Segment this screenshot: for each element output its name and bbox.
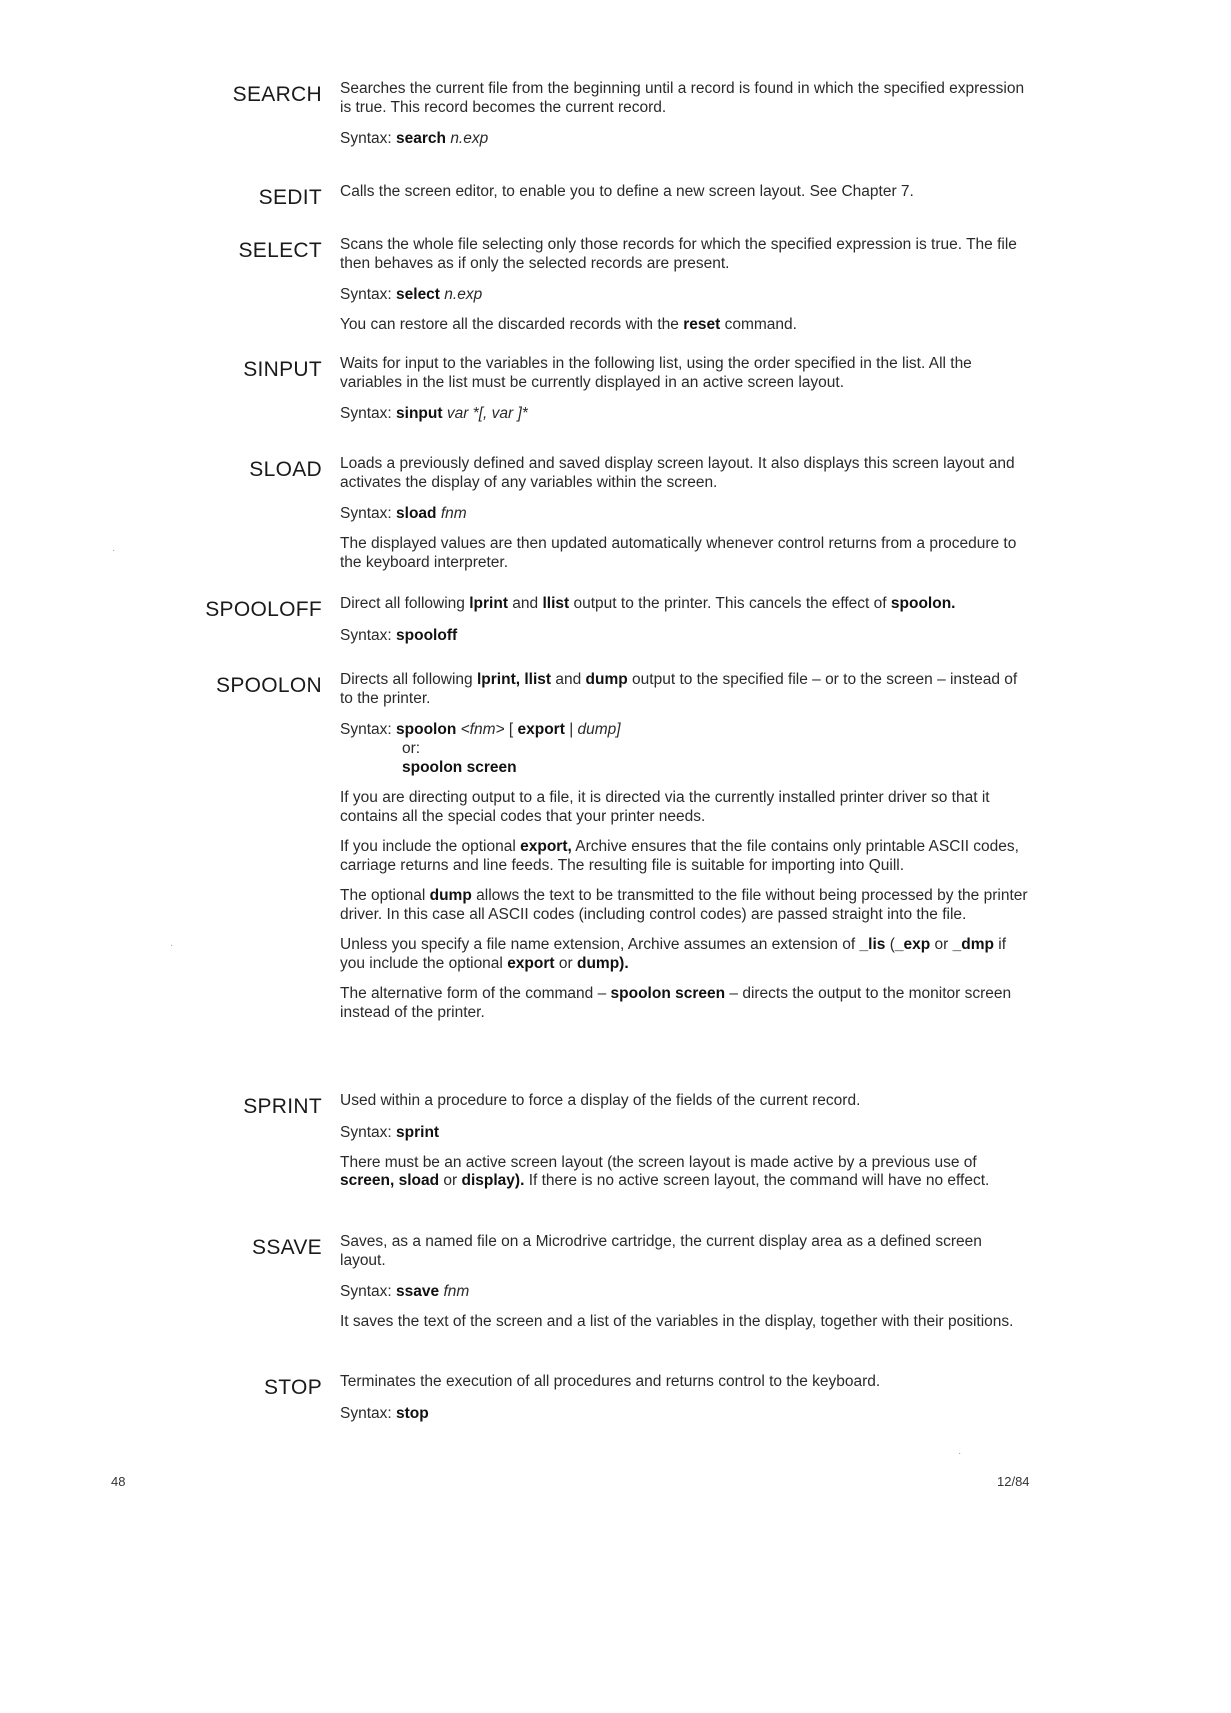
- note-keyword: dump: [429, 887, 472, 904]
- syntax-line: [340, 285, 1030, 304]
- syntax-keyword: ssave: [396, 1283, 440, 1300]
- syntax-or: or:: [402, 740, 421, 757]
- description: Saves, as a named file on a Microdrive cartridge, the current display area as a defined screen layout.: [340, 1233, 982, 1269]
- syntax-argument: dump]: [577, 721, 621, 738]
- syntax-line: [340, 1123, 1030, 1142]
- description: Calls the screen editor, to enable you to define a new screen layout. See Chapter 7.: [340, 183, 914, 200]
- note-text: or: [934, 936, 949, 953]
- note-keyword: _exp: [894, 936, 931, 953]
- description: [340, 595, 1030, 614]
- note-text: If there is no active screen layout, the command will have no effect.: [528, 1172, 990, 1189]
- note: [340, 838, 1030, 875]
- syntax-line: [340, 720, 1030, 739]
- syntax-label: Syntax:: [340, 721, 392, 738]
- syntax-alternative: spoolon screen: [402, 759, 517, 776]
- description: Searches the current file from the beginning until a record is found in which the specified expression is true. This record becomes the current record.: [340, 80, 1025, 116]
- note-text: (: [889, 936, 895, 953]
- note-text: The alternative form of the command –: [340, 985, 607, 1002]
- syntax-keyword: spoolon: [396, 721, 457, 738]
- syntax-label: Syntax:: [340, 286, 392, 303]
- description-text: and: [512, 595, 539, 612]
- note-text: command.: [724, 316, 797, 333]
- syntax-label: Syntax:: [340, 1404, 392, 1422]
- syntax-line: [340, 404, 1030, 423]
- description-text: Direct all following: [340, 595, 465, 612]
- page-number: 48: [111, 1474, 126, 1489]
- syntax-argument: <fnm>: [460, 721, 505, 738]
- syntax-keyword: spooloff: [396, 626, 458, 644]
- entry-body: [340, 183, 1030, 214]
- syntax-argument: fnm: [443, 1283, 470, 1300]
- syntax-block: [340, 720, 1030, 777]
- entry-body: [340, 1373, 1030, 1435]
- description: Scans the whole file selecting only those records for which the specified expression is true. The file then behaves as if only the selected records are present.: [340, 236, 1017, 272]
- keyword: lprint, llist: [476, 671, 552, 688]
- note-keyword: screen, sload: [340, 1172, 440, 1189]
- syntax-line: [340, 626, 1030, 645]
- syntax-line: [340, 1404, 1030, 1423]
- note-text: The optional: [340, 887, 426, 904]
- entry-term: SEARCH: [232, 83, 322, 106]
- scan-speck: ·: [958, 1448, 962, 1459]
- syntax-keyword: sload: [396, 505, 437, 522]
- note: [340, 316, 1030, 335]
- syntax-argument: var *[, var ]*: [446, 405, 528, 422]
- note-keyword: export: [507, 954, 555, 972]
- syntax-label: Syntax:: [340, 1123, 392, 1141]
- syntax-label: Syntax:: [340, 405, 392, 422]
- syntax-line: [340, 504, 1030, 523]
- entry-body: [340, 1092, 1030, 1203]
- entry-body: [340, 671, 1030, 1034]
- syntax-keyword: sprint: [396, 1123, 440, 1141]
- scan-speck: ·: [112, 545, 116, 556]
- note: If you are directing output to a file, it is directed via the currently installed printer driver so that it contains all the special codes that your printer needs.: [340, 789, 990, 825]
- syntax-keyword: export: [517, 721, 565, 738]
- note: The displayed values are then updated automatically whenever control returns from a procedure to the keyboard interpreter.: [340, 535, 1017, 571]
- note-text: or: [443, 1172, 458, 1189]
- syntax-label: Syntax:: [340, 130, 392, 147]
- note-text: You can restore all the discarded records with the: [340, 316, 679, 333]
- note: [340, 887, 1030, 924]
- syntax-line: [340, 1282, 1030, 1301]
- syntax-argument: n.exp: [450, 130, 489, 147]
- description-text: output to the printer. This cancels the effect of: [573, 595, 887, 612]
- note-keyword: _lis: [859, 936, 886, 953]
- entry-term: SLOAD: [249, 458, 322, 481]
- entry-term: SSAVE: [252, 1236, 322, 1259]
- note-keyword: _dmp: [952, 936, 994, 953]
- note-keyword: reset: [683, 316, 721, 333]
- syntax-label: Syntax:: [340, 505, 392, 522]
- page-date: 12/84: [997, 1474, 1030, 1489]
- note-keyword: spoolon screen: [610, 985, 726, 1002]
- entry-term: SEDIT: [258, 186, 322, 209]
- entry-body: [340, 455, 1030, 584]
- syntax-line: [340, 129, 1030, 148]
- syntax-separator: |: [569, 721, 574, 738]
- note-text: allows the text to be transmitted to the file without being processed by the printer driver. In this case all ASCII codes (including control codes) are passed straight into the file.: [340, 887, 1028, 923]
- description: Waits for input to the variables in the following list, using the order specified in the list. All the variables in the list must be currently displayed in an active screen layout.: [340, 355, 972, 391]
- entry-body: [340, 595, 1030, 657]
- syntax-keyword: sinput: [396, 405, 443, 422]
- entry-body: [340, 80, 1030, 160]
- entry-term: SELECT: [238, 239, 322, 262]
- entry-term: SPOOLON: [216, 674, 322, 697]
- note: [340, 985, 1030, 1022]
- entry-body: [340, 1233, 1030, 1344]
- description: [340, 671, 1030, 708]
- syntax-argument: fnm: [440, 505, 467, 522]
- note-text: If you include the optional: [340, 838, 516, 855]
- note-text: Unless you specify a file name extension, Archive assumes an extension of: [340, 936, 856, 953]
- syntax-label: Syntax:: [340, 1283, 392, 1300]
- description: Loads a previously defined and saved display screen layout. It also displays this screen layout and activates the display of any variables within the screen.: [340, 455, 1015, 491]
- description-text: output to the specified file – or to the screen – instead of to the printer.: [340, 671, 1018, 707]
- entry-term: SPRINT: [243, 1095, 322, 1118]
- description-text: and: [555, 671, 582, 688]
- note-keyword: export,: [520, 838, 572, 855]
- note-text: There must be an active screen layout (the screen layout is made active by a previous use of: [340, 1153, 977, 1171]
- note-text: if you include the optional: [340, 936, 1007, 972]
- syntax-keyword: stop: [396, 1404, 429, 1422]
- syntax-label: Syntax:: [340, 626, 392, 644]
- note-keyword: dump).: [576, 954, 629, 972]
- description-text: Directs all following: [340, 671, 473, 688]
- syntax-keyword: select: [396, 286, 440, 303]
- keyword: spoolon.: [890, 595, 956, 612]
- keyword: llist: [542, 595, 570, 612]
- description: Terminates the execution of all procedures and returns control to the keyboard.: [340, 1373, 881, 1390]
- entry-term: SINPUT: [243, 358, 322, 381]
- note-text: Archive ensures that the file contains only printable ASCII codes, carriage returns and line feeds. The resulting file is suitable for importing into Quill.: [340, 838, 1019, 874]
- syntax-bracket: [: [508, 721, 514, 738]
- syntax-argument: n.exp: [444, 286, 483, 303]
- keyword: lprint: [469, 595, 508, 612]
- note-text: – directs the output to the monitor screen instead of the printer.: [340, 985, 1012, 1021]
- entry-term: SPOOLOFF: [205, 598, 322, 621]
- note: [340, 936, 1030, 973]
- syntax-keyword: search: [396, 130, 446, 147]
- scan-speck: ·: [170, 940, 174, 951]
- note: [340, 1154, 1030, 1191]
- keyword: dump: [585, 671, 628, 688]
- entry-term: STOP: [264, 1376, 322, 1399]
- entry-body: [340, 236, 1030, 347]
- note-text: or: [558, 954, 573, 972]
- entry-body: [340, 355, 1030, 435]
- description: Used within a procedure to force a display of the fields of the current record.: [340, 1092, 861, 1109]
- note-keyword: display).: [461, 1172, 525, 1189]
- note: It saves the text of the screen and a list of the variables in the display, together with their positions.: [340, 1313, 1014, 1330]
